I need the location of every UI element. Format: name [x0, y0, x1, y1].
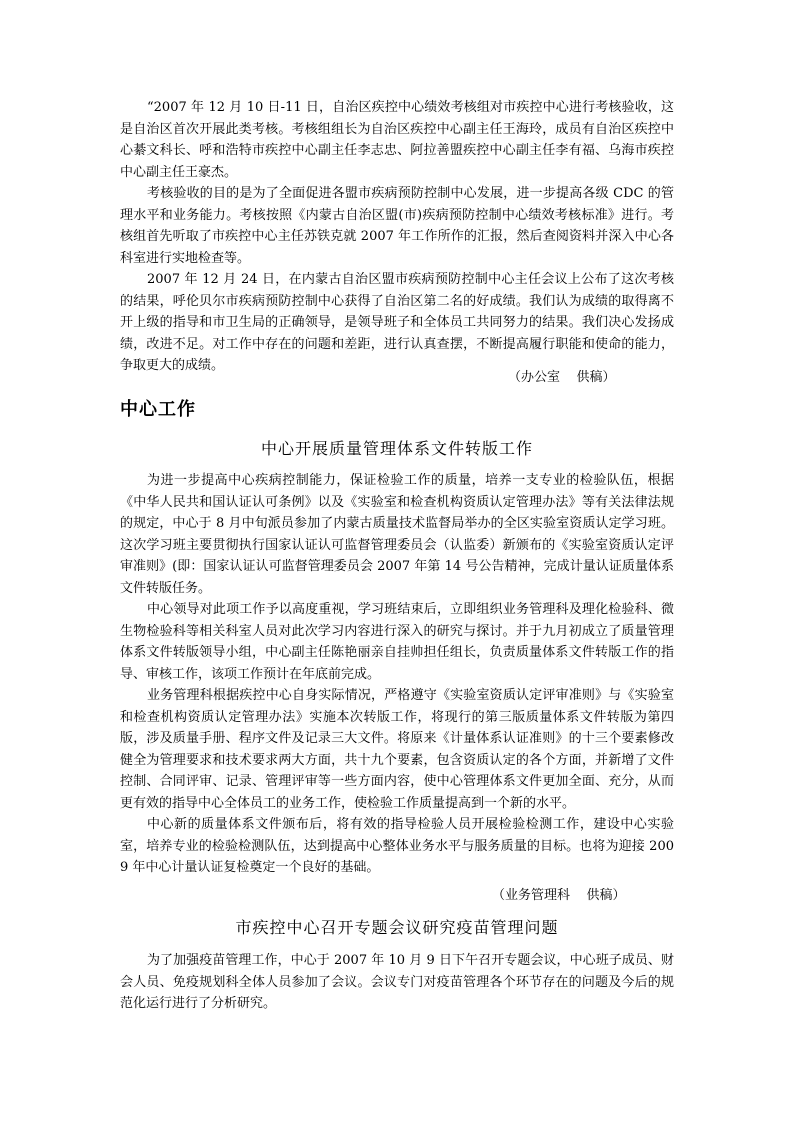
- article1-paragraph-4: 中心新的质量体系文件颁布后，将有效的指导检验人员开展检验检测工作，建设中心实验室，培养专业的检验检测队伍，达到提高中心整体业务水平与服务质量的目标。也将为迎接 2009 年中心计量认证复检奠定一个良好的基础。: [120, 817, 674, 875]
- intro-article: [120, 97, 674, 377]
- intro-paragraph-1: “2007 年 12 月 10 日-11 日，自治区疾控中心绩效考核组对市疾控中心进行考核验收，这是自治区首次开展此类考核。考核组组长为自治区疾控中心副主任王海玲，成员有自治区疾控中心綦文科长、呼和浩特市疾控中心副主任李志忠、阿拉善盟疾控中心副主任李有福、乌海市疾控中心副主任王豪杰。: [120, 100, 674, 180]
- article1-credit: （业务管理科 供稿）: [492, 888, 626, 903]
- article1-body: [120, 470, 674, 879]
- article2-body: [120, 950, 674, 1015]
- article1-paragraph-2: 中心领导对此项工作予以高度重视，学习班结束后，立即组织业务管理科及理化检验科、微生物检验科等相关科室人员对此次学习内容进行深入的研究与探讨。并于九月初成立了质量管理体系文件转版领导小组，中心副主任陈艳丽亲自挂帅担任组长，负责质量体系文件转版工作的指导、审核工作，该项工作预计在年底前完成。: [120, 602, 674, 682]
- intro-paragraph-3: 2007 年 12 月 24 日，在内蒙古自治区盟市疾病预防控制中心主任会议上公布了这次考核的结果，呼伦贝尔市疾病预防控制中心获得了自治区第二名的好成绩。我们认为成绩的取得离不开上级的指导和市卫生局的正确领导，是领导班子和全体员工共同努力的结果。我们决心发扬成绩，改进不足。对工作中存在的问题和差距，进行认真查摆，不断提高履行职能和使命的能力，争取更大的成绩。: [120, 272, 674, 373]
- article1-paragraph-3: 业务管理科根据疾控中心自身实际情况，严格遵守《实验室资质认定评审准则》与《实验室和检查机构资质认定管理办法》实施本次转版工作，将现行的第三版质量体系文件转版为第四版，涉及质量手册、程序文件及记录三大文件。将原来《计量体系认证准则》的十三个要素修改健全为管理要求和技术要求两大方面，共十九个要素，包含资质认定的各个方面，并新增了文件控制、合同评审、记录、管理评审等一些方面内容，使中心管理体系文件更加全面、充分，从而更有效的指导中心全体员工的业务工作，使检验工作质量提高到一个新的水平。: [120, 688, 674, 811]
- intro-paragraph-2: 考核验收的目的是为了全面促进各盟市疾病预防控制中心发展，进一步提高各级 CDC 的管理水平和业务能力。考核按照《内蒙古自治区盟(市)疾病预防控制中心绩效考核标准》进行。考核组首先听取了市疾控中心主任苏铁克就 2007 年工作所作的汇报，然后查阅资料并深入中心各科室进行实地检查等。: [120, 186, 674, 266]
- article1-paragraph-1: 为进一步提高中心疾病控制能力，保证检验工作的质量，培养一支专业的检验队伍，根据《中华人民共和国认证认可条例》以及《实验室和检查机构资质认定管理办法》等有关法律法规的规定，中心于 8 月中旬派员参加了内蒙古质量技术监督局举办的全区实验室资质认定学习班。这次学习班主要贯彻执行国家认证认可监督管理委员会（认监委）新颁布的《实验室资质认定评审准则》(即：国家认证认可监督管理委员会 2007 年第 14 号公告精神，完成计量认证质量体系文件转版任务。: [120, 473, 674, 596]
- article2-title: 市疾控中心召开专题会议研究疫苗管理问题: [235, 918, 559, 937]
- section-heading: 中心工作: [120, 399, 196, 420]
- article2-paragraph-1: 为了加强疫苗管理工作，中心于 2007 年 10 月 9 日下午召开专题会议，中心班子成员、财会人员、免疫规划科全体人员参加了会议。会议专门对疫苗管理各个环节存在的问题及今后的规范化运行进行了分析研究。: [120, 953, 674, 1011]
- article1-title: 中心开展质量管理体系文件转版工作: [260, 439, 533, 458]
- intro-credit: （办公室 供稿）: [508, 370, 616, 385]
